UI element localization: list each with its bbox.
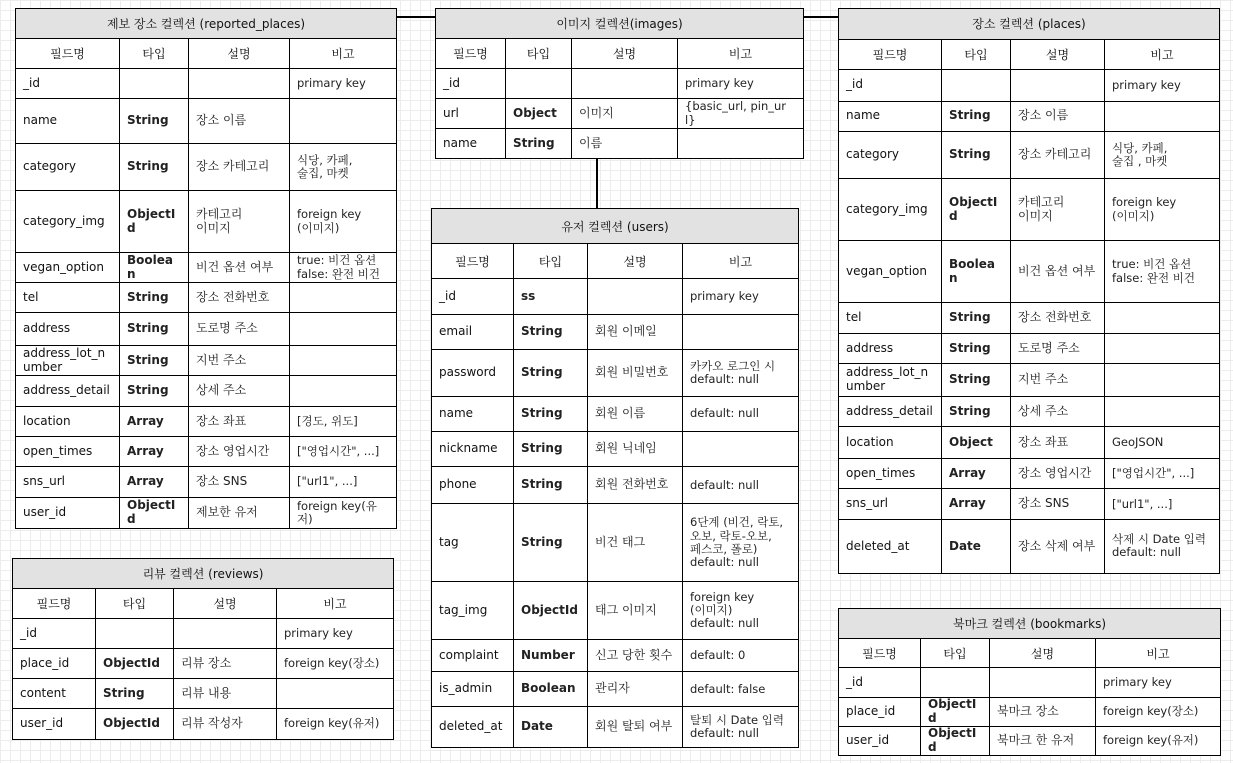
note-cell: foreign key(유저): [290, 498, 397, 529]
column-header: 비고: [678, 39, 804, 69]
note-cell: {basic_url, pin_url}: [678, 99, 804, 129]
column-header: 설명: [588, 244, 683, 279]
collection-title: 이미지 컬렉션(images): [436, 9, 804, 39]
note-cell: foreign key(유저): [277, 709, 394, 740]
description-cell: 장소 전화번호: [1011, 303, 1105, 334]
field-row: [839, 178, 1220, 240]
description-cell: [572, 69, 678, 99]
field-row: [13, 619, 394, 649]
note-cell: [683, 431, 799, 466]
note-cell: primary key: [277, 619, 394, 649]
collection-images: [435, 8, 803, 159]
note-cell: primary key: [683, 279, 799, 314]
type-cell: Boolean: [514, 672, 588, 707]
note-cell: GeoJSON: [1105, 427, 1220, 459]
type-cell: ObjectId: [96, 649, 174, 679]
note-cell: default: false: [683, 672, 799, 707]
field-name-cell: password: [432, 349, 514, 396]
type-cell: ObjectId: [514, 582, 588, 640]
column-header: 타입: [514, 244, 588, 279]
field-name-cell: open_times: [839, 458, 942, 489]
type-cell: [506, 69, 572, 99]
field-row: [16, 253, 397, 283]
note-cell: ["url1", ...]: [1105, 489, 1220, 520]
field-row: [839, 396, 1220, 427]
type-cell: String: [120, 376, 189, 407]
schema-table: [838, 608, 1221, 756]
note-cell: [1105, 303, 1220, 334]
note-cell: [1105, 396, 1220, 427]
description-cell: [990, 668, 1096, 698]
note-cell: [1105, 364, 1220, 397]
description-cell: 장소 영업시간: [189, 437, 290, 467]
description-cell: 태그 이미지: [588, 582, 683, 640]
column-header: 타입: [96, 589, 174, 619]
field-name-cell: address: [16, 313, 120, 346]
type-cell: [96, 619, 174, 649]
description-cell: 장소 SNS: [189, 467, 290, 498]
field-row: [839, 519, 1220, 573]
column-header: 비고: [1096, 639, 1221, 668]
type-cell: String: [942, 132, 1011, 179]
column-header: 설명: [189, 39, 290, 69]
field-name-cell: tel: [16, 283, 120, 313]
type-cell: Date: [514, 707, 588, 748]
description-cell: 카테고리 이미지: [1011, 178, 1105, 240]
note-cell: ["영업시간", ...]: [1105, 458, 1220, 489]
field-row: [16, 376, 397, 407]
field-row: [16, 467, 397, 498]
column-header: 설명: [990, 639, 1096, 668]
field-name-cell: category_img: [16, 191, 120, 253]
column-header: 비고: [1105, 39, 1220, 70]
column-header: 타입: [921, 639, 990, 668]
field-row: [432, 431, 799, 466]
type-cell: Object: [506, 99, 572, 129]
note-cell: default: null: [683, 396, 799, 431]
collection-title: 제보 장소 컬렉션 (reported_places): [16, 9, 397, 39]
column-header: 비고: [277, 589, 394, 619]
type-cell: String: [120, 313, 189, 346]
header-row: [839, 639, 1221, 668]
type-cell: [942, 70, 1011, 102]
note-cell: 식당, 카페, 술집, 마켓: [290, 144, 397, 191]
field-name-cell: _id: [16, 69, 120, 99]
field-name-cell: phone: [432, 467, 514, 504]
column-header: 설명: [572, 39, 678, 69]
description-cell: 회원 이름: [588, 396, 683, 431]
description-cell: 장소 좌표: [1011, 427, 1105, 459]
field-name-cell: sns_url: [16, 467, 120, 498]
description-cell: 리뷰 장소: [174, 649, 277, 679]
column-header: 필드명: [16, 39, 120, 69]
field-row: [839, 427, 1220, 459]
note-cell: true: 비건 옵션 false: 완전 비건: [290, 253, 397, 283]
type-cell: ObjectId: [120, 191, 189, 253]
note-cell: [678, 129, 804, 159]
description-cell: 신고 당한 횟수: [588, 640, 683, 672]
connector-images-users: [596, 158, 598, 208]
field-row: [16, 99, 397, 144]
field-row: [839, 132, 1220, 179]
note-cell: primary key: [678, 69, 804, 99]
note-cell: foreign key(장소): [1096, 698, 1221, 727]
description-cell: 제보한 유저: [189, 498, 290, 529]
description-cell: 회원 비밀번호: [588, 349, 683, 396]
field-name-cell: place_id: [839, 698, 921, 727]
type-cell: Number: [514, 640, 588, 672]
note-cell: ["url1", ...]: [290, 467, 397, 498]
description-cell: 상세 주소: [189, 376, 290, 407]
type-cell: Boolean: [942, 241, 1011, 303]
note-cell: [290, 313, 397, 346]
field-row: [839, 698, 1221, 727]
field-row: [432, 640, 799, 672]
field-row: [839, 458, 1220, 489]
type-cell: ObjectId: [921, 698, 990, 727]
field-name-cell: tag_img: [432, 582, 514, 640]
type-cell: [921, 668, 990, 698]
field-name-cell: deleted_at: [432, 707, 514, 748]
note-cell: [290, 376, 397, 407]
note-cell: [277, 679, 394, 709]
type-cell: String: [942, 303, 1011, 334]
note-cell: foreign key(유저): [1096, 727, 1221, 756]
type-cell: Array: [942, 489, 1011, 520]
column-header: 비고: [290, 39, 397, 69]
description-cell: 장소 이름: [1011, 101, 1105, 132]
collection-title: 북마크 컬렉션 (bookmarks): [839, 609, 1221, 639]
field-name-cell: email: [432, 314, 514, 349]
field-row: [432, 314, 799, 349]
description-cell: 비건 옵션 여부: [189, 253, 290, 283]
field-name-cell: nickname: [432, 431, 514, 466]
note-cell: 탈퇴 시 Date 입력 default: null: [683, 707, 799, 748]
field-name-cell: _id: [432, 279, 514, 314]
field-row: [16, 407, 397, 437]
type-cell: Array: [120, 467, 189, 498]
field-name-cell: user_id: [13, 709, 96, 740]
description-cell: 비건 옵션 여부: [1011, 241, 1105, 303]
field-name-cell: name: [839, 101, 942, 132]
description-cell: 장소 이름: [189, 99, 290, 144]
field-row: [13, 649, 394, 679]
field-name-cell: url: [436, 99, 506, 129]
field-name-cell: is_admin: [432, 672, 514, 707]
type-cell: String: [514, 504, 588, 582]
note-cell: [683, 314, 799, 349]
field-name-cell: sns_url: [839, 489, 942, 520]
column-header: 설명: [174, 589, 277, 619]
field-row: [839, 241, 1220, 303]
schema-table: [12, 558, 394, 740]
description-cell: 비건 태그: [588, 504, 683, 582]
column-header: 필드명: [839, 39, 942, 70]
field-name-cell: location: [16, 407, 120, 437]
field-row: [839, 489, 1220, 520]
collection-bookmarks: [838, 608, 1220, 754]
collection-reported-places: [15, 8, 396, 529]
field-row: [13, 709, 394, 740]
type-cell: ObjectId: [120, 498, 189, 529]
type-cell: Array: [120, 437, 189, 467]
field-row: [432, 279, 799, 314]
note-cell: 카카오 로그인 시 default: null: [683, 349, 799, 396]
type-cell: String: [942, 333, 1011, 364]
note-cell: foreign key(장소): [277, 649, 394, 679]
note-cell: foreign key (이미지): [290, 191, 397, 253]
field-name-cell: user_id: [16, 498, 120, 529]
description-cell: [588, 279, 683, 314]
field-name-cell: name: [436, 129, 506, 159]
note-cell: default: null: [683, 467, 799, 504]
field-name-cell: _id: [839, 668, 921, 698]
note-cell: [290, 283, 397, 313]
collection-places: [838, 8, 1219, 574]
field-name-cell: vegan_option: [16, 253, 120, 283]
type-cell: ObjectId: [96, 709, 174, 740]
field-row: [16, 283, 397, 313]
type-cell: [120, 69, 189, 99]
description-cell: [174, 619, 277, 649]
type-cell: ObjectId: [921, 727, 990, 756]
field-row: [432, 707, 799, 748]
note-cell: 6단계 (비건, 락토, 오보, 락토-오보, 페스코, 폴로) default: null: [683, 504, 799, 582]
type-cell: String: [514, 349, 588, 396]
description-cell: [189, 69, 290, 99]
description-cell: 이름: [572, 129, 678, 159]
description-cell: 이미지: [572, 99, 678, 129]
type-cell: Date: [942, 519, 1011, 573]
field-name-cell: address_lot_number: [16, 346, 120, 376]
field-name-cell: category: [16, 144, 120, 191]
description-cell: 카테고리 이미지: [189, 191, 290, 253]
schema-table: [15, 8, 397, 529]
field-row: [432, 582, 799, 640]
field-name-cell: _id: [436, 69, 506, 99]
field-name-cell: address_lot_number: [839, 364, 942, 397]
note-cell: default: 0: [683, 640, 799, 672]
description-cell: 도로명 주소: [1011, 333, 1105, 364]
note-cell: primary key: [1105, 70, 1220, 102]
field-row: [432, 349, 799, 396]
type-cell: String: [120, 346, 189, 376]
field-row: [16, 191, 397, 253]
description-cell: 장소 좌표: [189, 407, 290, 437]
description-cell: 지번 주소: [1011, 364, 1105, 397]
description-cell: 회원 닉네임: [588, 431, 683, 466]
field-name-cell: _id: [839, 70, 942, 102]
description-cell: 지번 주소: [189, 346, 290, 376]
description-cell: 북마크 장소: [990, 698, 1096, 727]
field-row: [839, 101, 1220, 132]
description-cell: 장소 카테고리: [189, 144, 290, 191]
collection-title: 장소 컬렉션 (places): [839, 9, 1220, 40]
note-cell: primary key: [290, 69, 397, 99]
field-row: [16, 144, 397, 191]
type-cell: String: [942, 364, 1011, 397]
type-cell: String: [942, 101, 1011, 132]
type-cell: String: [514, 314, 588, 349]
type-cell: ss: [514, 279, 588, 314]
field-row: [16, 313, 397, 346]
collection-users: [431, 208, 798, 748]
note-cell: [290, 99, 397, 144]
field-row: [839, 727, 1221, 756]
field-name-cell: open_times: [16, 437, 120, 467]
description-cell: 도로명 주소: [189, 313, 290, 346]
schema-table: [435, 8, 804, 159]
field-row: [432, 467, 799, 504]
connector-reported-images: [395, 16, 435, 18]
field-row: [16, 69, 397, 99]
description-cell: 리뷰 내용: [174, 679, 277, 709]
description-cell: 장소 SNS: [1011, 489, 1105, 520]
header-row: [436, 39, 804, 69]
type-cell: String: [506, 129, 572, 159]
column-header: 필드명: [13, 589, 96, 619]
field-name-cell: user_id: [839, 727, 921, 756]
description-cell: 회원 전화번호: [588, 467, 683, 504]
field-row: [16, 437, 397, 467]
field-row: [436, 129, 804, 159]
schema-table: [431, 208, 799, 748]
description-cell: 리뷰 작성자: [174, 709, 277, 740]
field-row: [13, 679, 394, 709]
column-header: 필드명: [432, 244, 514, 279]
field-row: [432, 504, 799, 582]
header-row: [16, 39, 397, 69]
note-cell: true: 비건 옵션 false: 완전 비건: [1105, 241, 1220, 303]
connector-images-places: [802, 16, 838, 18]
type-cell: Object: [942, 427, 1011, 459]
field-row: [839, 70, 1220, 102]
type-cell: String: [120, 283, 189, 313]
field-name-cell: place_id: [13, 649, 96, 679]
type-cell: Array: [120, 407, 189, 437]
column-header: 설명: [1011, 39, 1105, 70]
description-cell: 상세 주소: [1011, 396, 1105, 427]
field-row: [16, 346, 397, 376]
collection-title: 리뷰 컬렉션 (reviews): [13, 559, 394, 589]
type-cell: String: [96, 679, 174, 709]
type-cell: String: [514, 396, 588, 431]
description-cell: 관리자: [588, 672, 683, 707]
type-cell: Array: [942, 458, 1011, 489]
description-cell: 장소 영업시간: [1011, 458, 1105, 489]
schema-table: [838, 8, 1220, 574]
field-name-cell: name: [432, 396, 514, 431]
field-row: [839, 364, 1220, 397]
description-cell: 회원 이메일: [588, 314, 683, 349]
column-header: 타입: [942, 39, 1011, 70]
description-cell: 회원 탈퇴 여부: [588, 707, 683, 748]
note-cell: ["영업시간", ...]: [290, 437, 397, 467]
note-cell: [경도, 위도]: [290, 407, 397, 437]
field-name-cell: category: [839, 132, 942, 179]
field-name-cell: address_detail: [16, 376, 120, 407]
type-cell: Boolean: [120, 253, 189, 283]
field-row: [839, 303, 1220, 334]
header-row: [839, 39, 1220, 70]
field-row: [436, 99, 804, 129]
description-cell: 장소 전화번호: [189, 283, 290, 313]
field-name-cell: category_img: [839, 178, 942, 240]
header-row: [13, 589, 394, 619]
note-cell: foreign key (이미지): [1105, 178, 1220, 240]
type-cell: String: [514, 467, 588, 504]
field-name-cell: complaint: [432, 640, 514, 672]
field-name-cell: vegan_option: [839, 241, 942, 303]
type-cell: ObjectId: [942, 178, 1011, 240]
type-cell: String: [120, 99, 189, 144]
type-cell: String: [514, 431, 588, 466]
note-cell: [1105, 333, 1220, 364]
description-cell: 장소 카테고리: [1011, 132, 1105, 179]
description-cell: [1011, 70, 1105, 102]
field-name-cell: address: [839, 333, 942, 364]
collection-reviews: [12, 558, 393, 739]
field-name-cell: address_detail: [839, 396, 942, 427]
field-name-cell: tel: [839, 303, 942, 334]
column-header: 타입: [506, 39, 572, 69]
field-name-cell: _id: [13, 619, 96, 649]
field-name-cell: deleted_at: [839, 519, 942, 573]
note-cell: [290, 346, 397, 376]
field-name-cell: tag: [432, 504, 514, 582]
header-row: [432, 244, 799, 279]
note-cell: 식당, 카페, 술집 , 마켓: [1105, 132, 1220, 179]
field-row: [839, 333, 1220, 364]
field-row: [839, 668, 1221, 698]
description-cell: 장소 삭제 여부: [1011, 519, 1105, 573]
field-name-cell: content: [13, 679, 96, 709]
note-cell: [1105, 101, 1220, 132]
field-row: [16, 498, 397, 529]
field-row: [436, 69, 804, 99]
field-row: [432, 672, 799, 707]
type-cell: String: [942, 396, 1011, 427]
column-header: 필드명: [839, 639, 921, 668]
column-header: 필드명: [436, 39, 506, 69]
column-header: 비고: [683, 244, 799, 279]
description-cell: 북마크 한 유저: [990, 727, 1096, 756]
field-name-cell: location: [839, 427, 942, 459]
field-name-cell: name: [16, 99, 120, 144]
note-cell: primary key: [1096, 668, 1221, 698]
note-cell: 삭제 시 Date 입력 default: null: [1105, 519, 1220, 573]
column-header: 타입: [120, 39, 189, 69]
type-cell: String: [120, 144, 189, 191]
field-row: [432, 396, 799, 431]
note-cell: foreign key (이미지) default: null: [683, 582, 799, 640]
collection-title: 유저 컬렉션 (users): [432, 209, 799, 244]
